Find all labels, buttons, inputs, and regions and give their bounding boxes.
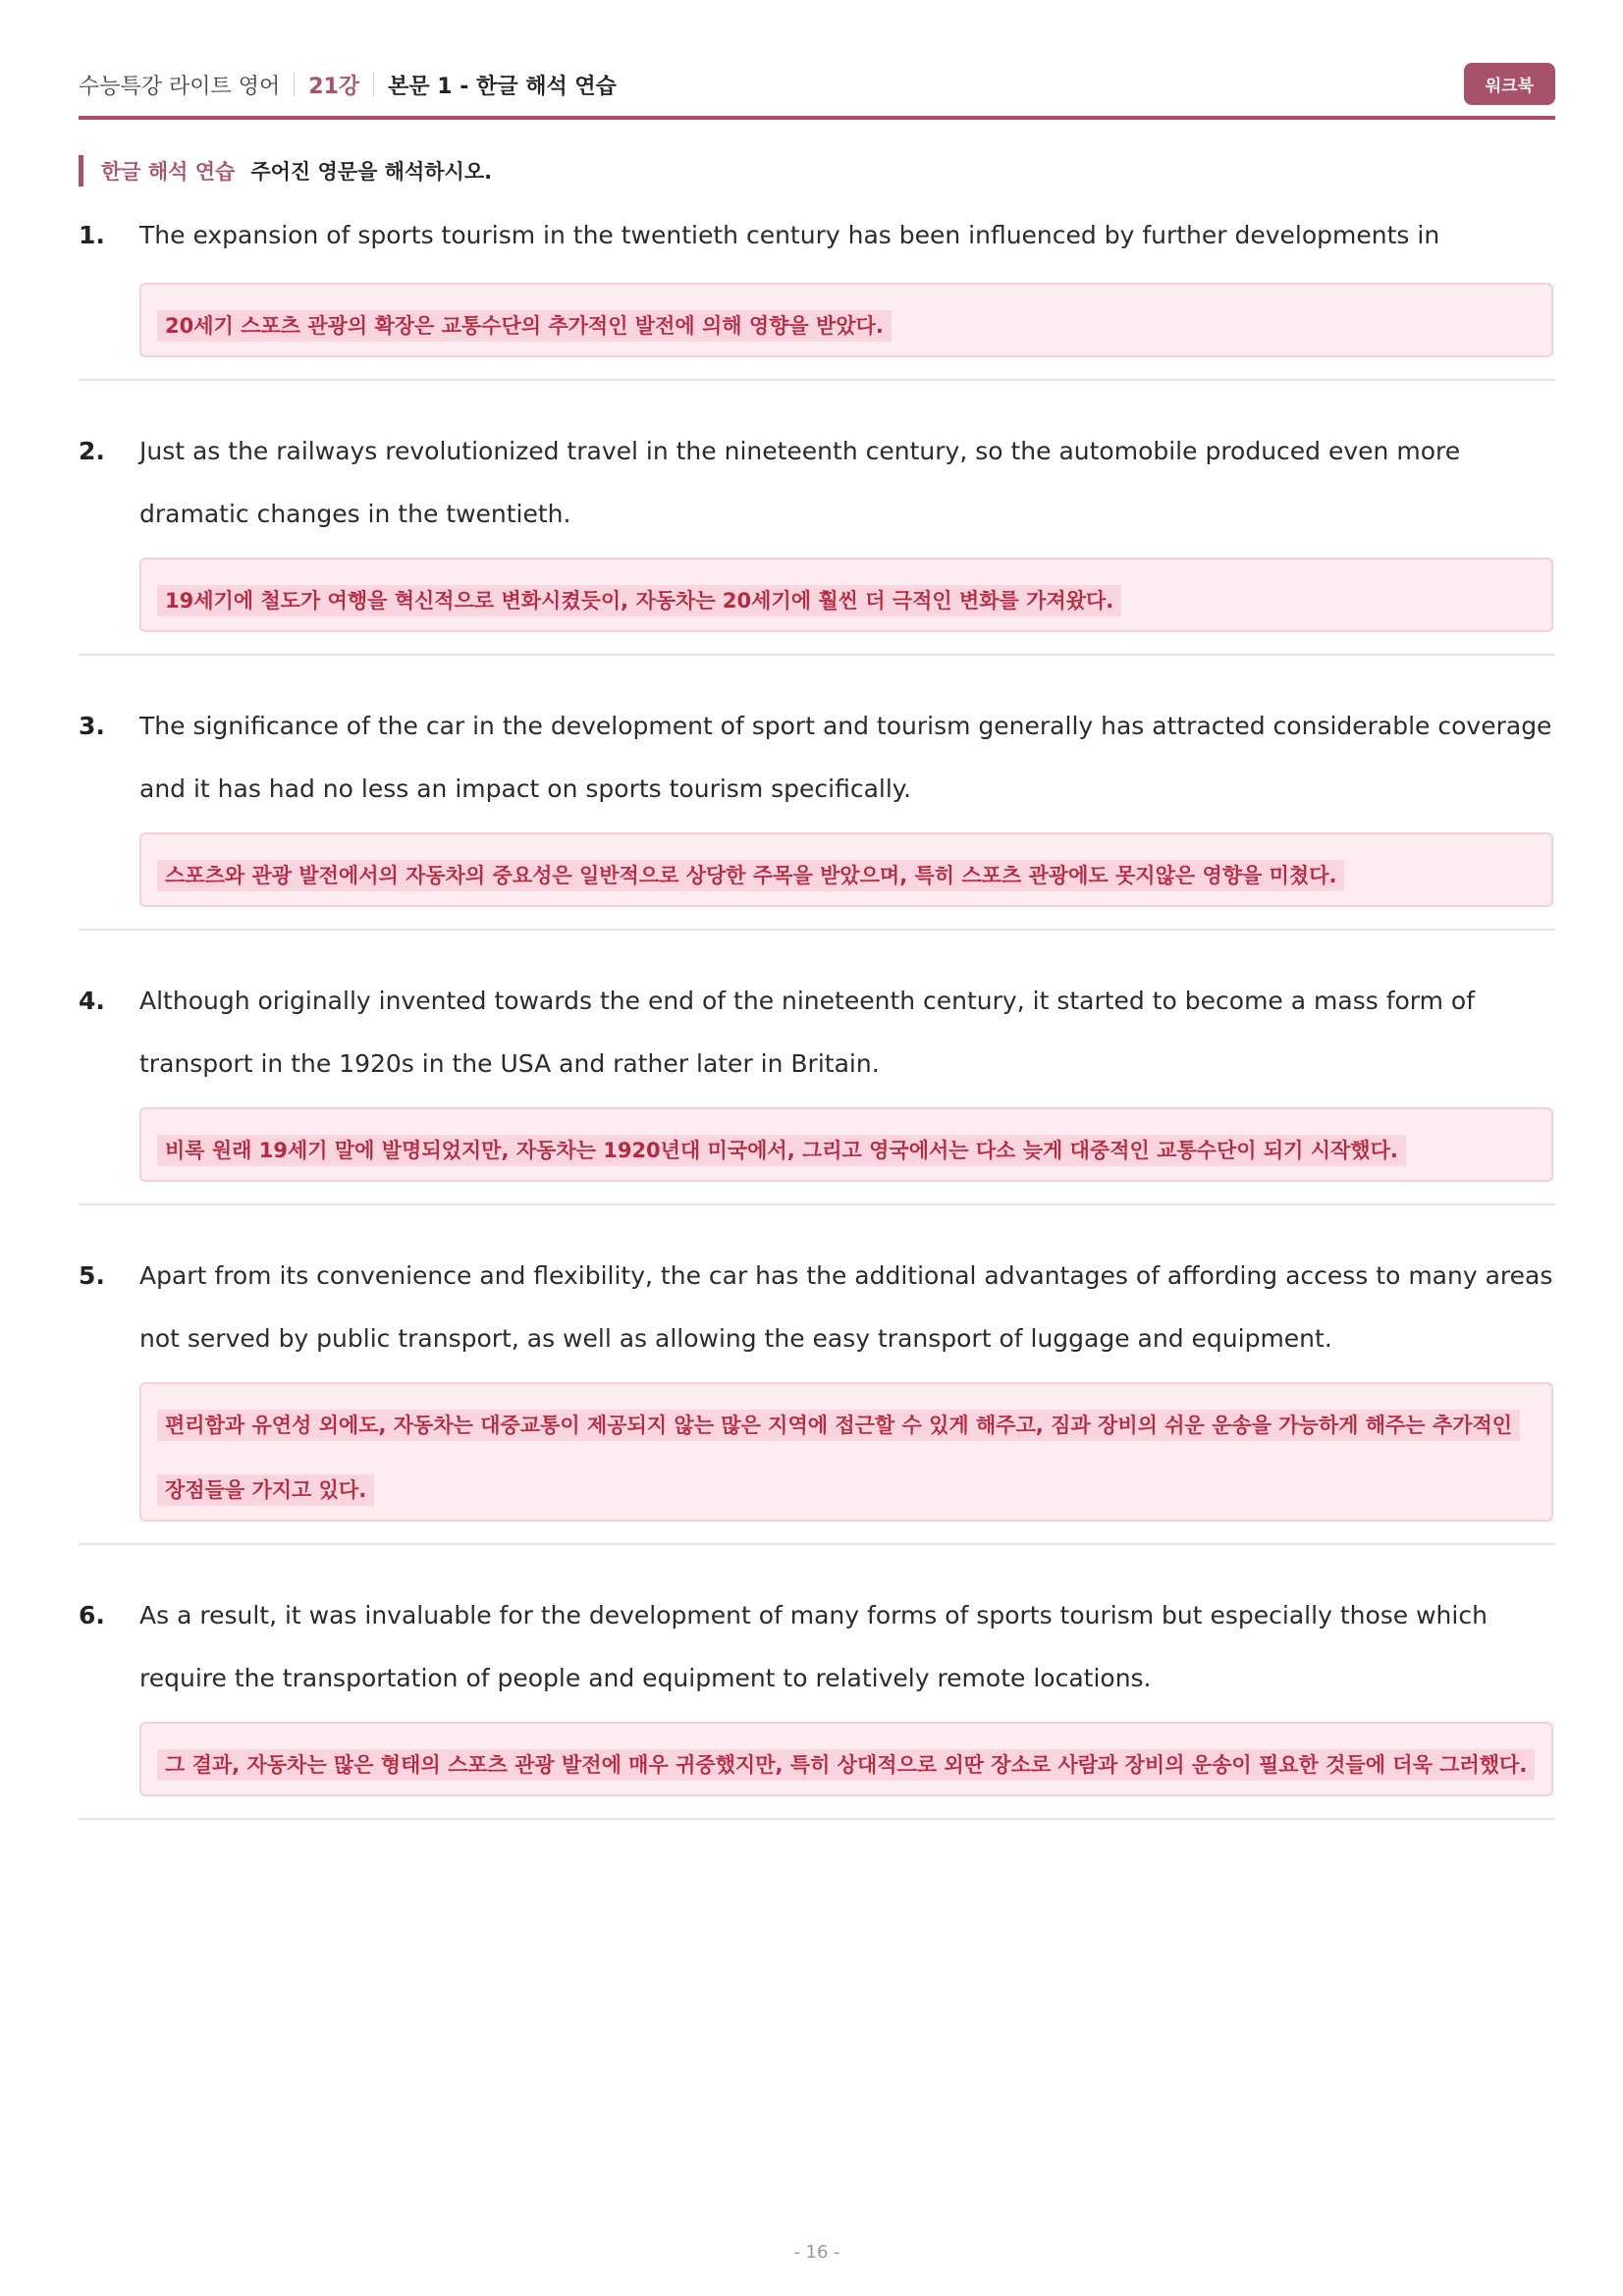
korean-translation: 19세기에 철도가 여행을 혁신적으로 변화시켰듯이, 자동차는 20세기에 훨씬 더 극적인 변화를 가져왔다. [157,585,1121,616]
korean-translation: 스포츠와 관광 발전에서의 자동차의 중요성은 일반적으로 상당한 주목을 받았으며, 특히 스포츠 관광에도 못지않은 영향을 미쳤다. [157,860,1344,891]
workbook-page [79,0,1555,2296]
header-rule [79,116,1555,120]
section-marker [79,155,83,187]
korean-translation: 그 결과, 자동차는 많은 형태의 스포츠 관광 발전에 매우 귀중했지만, 특히 상대적으로 외딴 장소로 사람과 장비의 운송이 필요한 것들에 더욱 그러했다. [157,1749,1535,1781]
breadcrumb [79,70,617,100]
item-number: 3. [79,712,105,740]
breadcrumb-divider [373,73,374,96]
item-number: 5. [79,1261,105,1290]
item-divider [79,1543,1555,1545]
page-title: 본문 1 - 한글 해석 연습 [388,74,617,99]
item-divider [79,654,1555,656]
korean-answer-box [139,832,1553,907]
english-sentence: The expansion of sports tourism in the twentieth century has been influenced by further developments in [139,221,1440,249]
breadcrumb-divider [294,73,295,96]
item-divider [79,379,1555,381]
section-label: 한글 해석 연습 [101,160,236,184]
workbook-badge: 워크북 [1464,63,1555,105]
english-sentence: Just as the railways revolutionized travel in the nineteenth century, so the automobile produced even more dramatic changes in the twentieth. [139,437,1461,528]
item-number: 4. [79,987,105,1015]
lesson-number: 21강 [308,74,360,99]
item-number: 6. [79,1601,105,1629]
item-number: 2. [79,437,105,465]
english-sentence: The significance of the car in the development of sport and tourism generally has attracted considerable coverage and it has had no less an impact on sports tourism specifically. [139,712,1552,803]
book-title: 수능특강 라이트 영어 [79,74,281,99]
korean-translation: 20세기 스포츠 관광의 확장은 교통수단의 추가적인 발전에 의해 영향을 받았다. [157,310,892,342]
item-divider [79,1203,1555,1205]
section-heading [79,155,492,187]
korean-answer-box [139,1107,1553,1182]
korean-answer-box [139,1722,1553,1796]
page-header [79,61,1555,108]
korean-answer-box [139,1382,1553,1522]
item-divider [79,929,1555,931]
korean-translation: 비록 원래 19세기 말에 발명되었지만, 자동차는 1920년대 미국에서, 그리고 영국에서는 다소 늦게 대중적인 교통수단이 되기 시작했다. [157,1135,1406,1166]
korean-answer-box [139,558,1553,632]
item-number: 1. [79,221,105,249]
korean-translation: 편리함과 유연성 외에도, 자동차는 대중교통이 제공되지 않는 많은 지역에 접근할 수 있게 해주고, 짐과 장비의 쉬운 운송을 가능하게 해주는 추가적인 장점들을 가지고 있다. [157,1410,1520,1506]
page-number: - 16 - [793,2242,840,2263]
korean-answer-box [139,283,1553,357]
english-sentence: As a result, it was invaluable for the development of many forms of sports tourism but especially those which require the transportation of people and equipment to relatively remote locations. [139,1601,1488,1692]
section-instruction: 주어진 영문을 해석하시오. [250,160,493,184]
english-sentence: Apart from its convenience and flexibility, the car has the additional advantages of affording access to many areas not served by public transport, as well as allowing the easy transport of luggage and equipment. [139,1261,1553,1353]
item-divider [79,1818,1555,1820]
english-sentence: Although originally invented towards the end of the nineteenth century, it started to become a mass form of transport in the 1920s in the USA and rather later in Britain. [139,987,1476,1078]
